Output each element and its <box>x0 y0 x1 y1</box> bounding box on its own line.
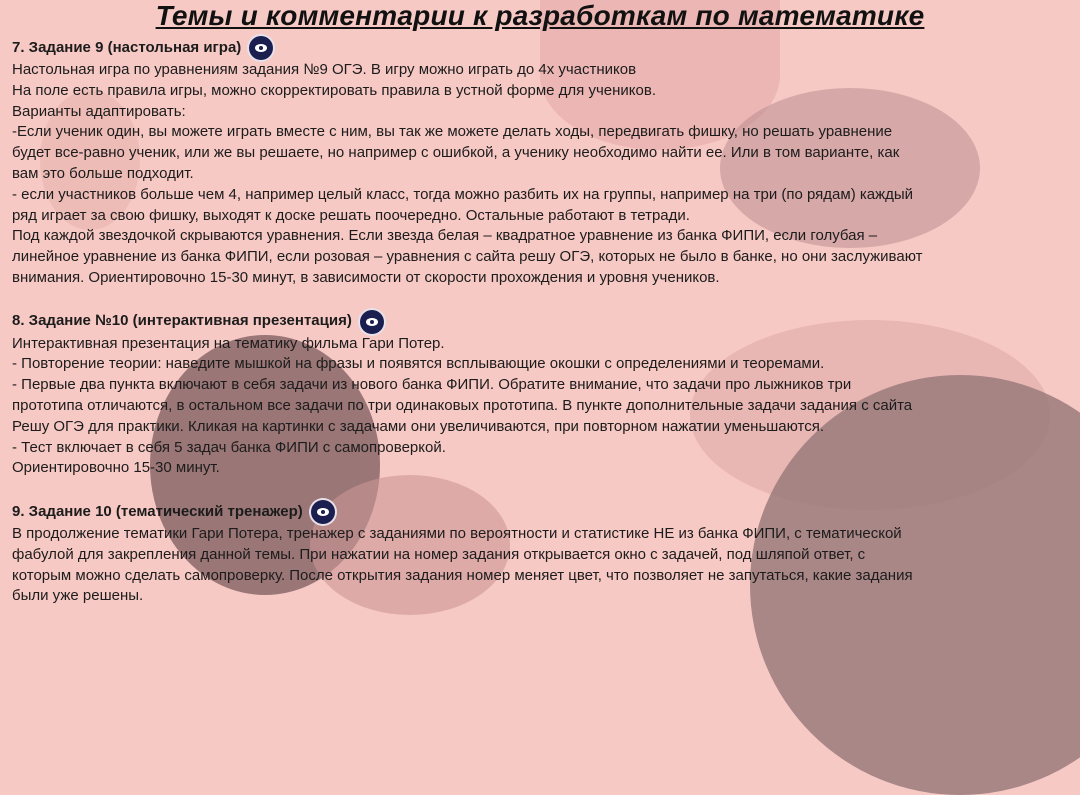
section-heading <box>12 500 1062 524</box>
text-line: будет все-равно ученик, или же вы решаете, но например с ошибкой, а ученику необходимо найти ее. Или в том варианте, как <box>12 144 900 162</box>
text-line: Решу ОГЭ для практики. Кликая на картинки с задачами они увеличиваются, при повторном нажатии уменьшаются. <box>12 417 825 435</box>
text-line: Настольная игра по уравнениям задания №9 ОГЭ. В игру можно играть до 4х участников <box>12 61 637 78</box>
slide-content <box>12 36 1062 607</box>
text-line: ряд играет за свою фишку, выходят к доске решать поочередно. Остальные работают в тетради. <box>12 206 690 224</box>
text-line: - Первые два пункта включают в себя задачи из нового банка ФИПИ. Обратите внимание, что задачи про лыжников три <box>12 376 852 394</box>
section-heading-text: 8. Задание №10 (интерактивная презентация) <box>12 312 352 330</box>
eye-icon[interactable] <box>311 500 335 524</box>
section-heading-text: 7. Задание 9 (настольная игра) <box>12 38 242 56</box>
text-line: линейное уравнение из банка ФИПИ, если розовая – уравнения с сайта решу ОГЭ, которых не было в банке, но они заслуживают <box>12 248 923 266</box>
text-line: фабулой для закрепления данной темы. При нажатии на номер задания открывается окно с задачей, под шляпой ответ, с <box>12 545 866 563</box>
text-line: В продолжение тематики Гари Потера, тренажер с заданиями по вероятности и статистике НЕ из банка ФИПИ, с тематической <box>12 524 902 542</box>
text-line: - если участников больше чем 4, например целый класс, тогда можно разбить их на группы, например на три (по рядам) каждый <box>12 185 914 203</box>
spacer <box>12 289 1062 310</box>
text-line: внимания. Ориентировочно 15-30 минут, в зависимости от скорости прохождения и уровня учеников. <box>12 268 720 286</box>
page-title: Темы и комментарии к разработкам по математике <box>155 0 925 31</box>
text-line: были уже решены. <box>12 587 144 605</box>
eye-icon[interactable] <box>360 310 384 334</box>
text-line: которым можно сделать самопроверку. После открытия задания номер меняет цвет, что позволяет не запутаться, какие задания <box>12 566 913 584</box>
section-heading-text: 9. Задание 10 (тематический тренажер) <box>12 502 303 520</box>
text-line: Ориентировочно 15-30 минут. <box>12 459 220 477</box>
text-line: - Тест включает в себя 5 задач банка ФИПИ с самопроверкой. <box>12 438 446 456</box>
text-line: вам это больше подходит. <box>12 164 194 182</box>
text-line: Интерактивная презентация на тематику фильма Гари Потер. <box>12 334 445 352</box>
section-heading <box>12 310 1062 334</box>
section-heading <box>12 36 1062 60</box>
spacer <box>12 479 1062 500</box>
text-line: Под каждой звездочкой скрываются уравнения. Если звезда белая – квадратное уравнение из банка ФИПИ, если голубая – <box>12 227 878 245</box>
eye-icon[interactable] <box>249 36 273 60</box>
text-line: - Повторение теории: наведите мышкой на фразы и появятся всплывающие окошки с определениями и теоремами. <box>12 355 825 373</box>
text-line: -Если ученик один, вы можете играть вместе с ним, вы так же можете делать ходы, передвигать фишку, но решать уравнение <box>12 123 893 141</box>
text-line: На поле есть правила игры, можно скорректировать правила в устной форме для учеников. <box>12 81 657 99</box>
text-line: прототипа отличаются, в остальном все задачи по три одинаковых прототипа. В пункте дополнительные задачи задания с сайта <box>12 396 913 414</box>
text-line: Варианты адаптировать: <box>12 102 186 120</box>
